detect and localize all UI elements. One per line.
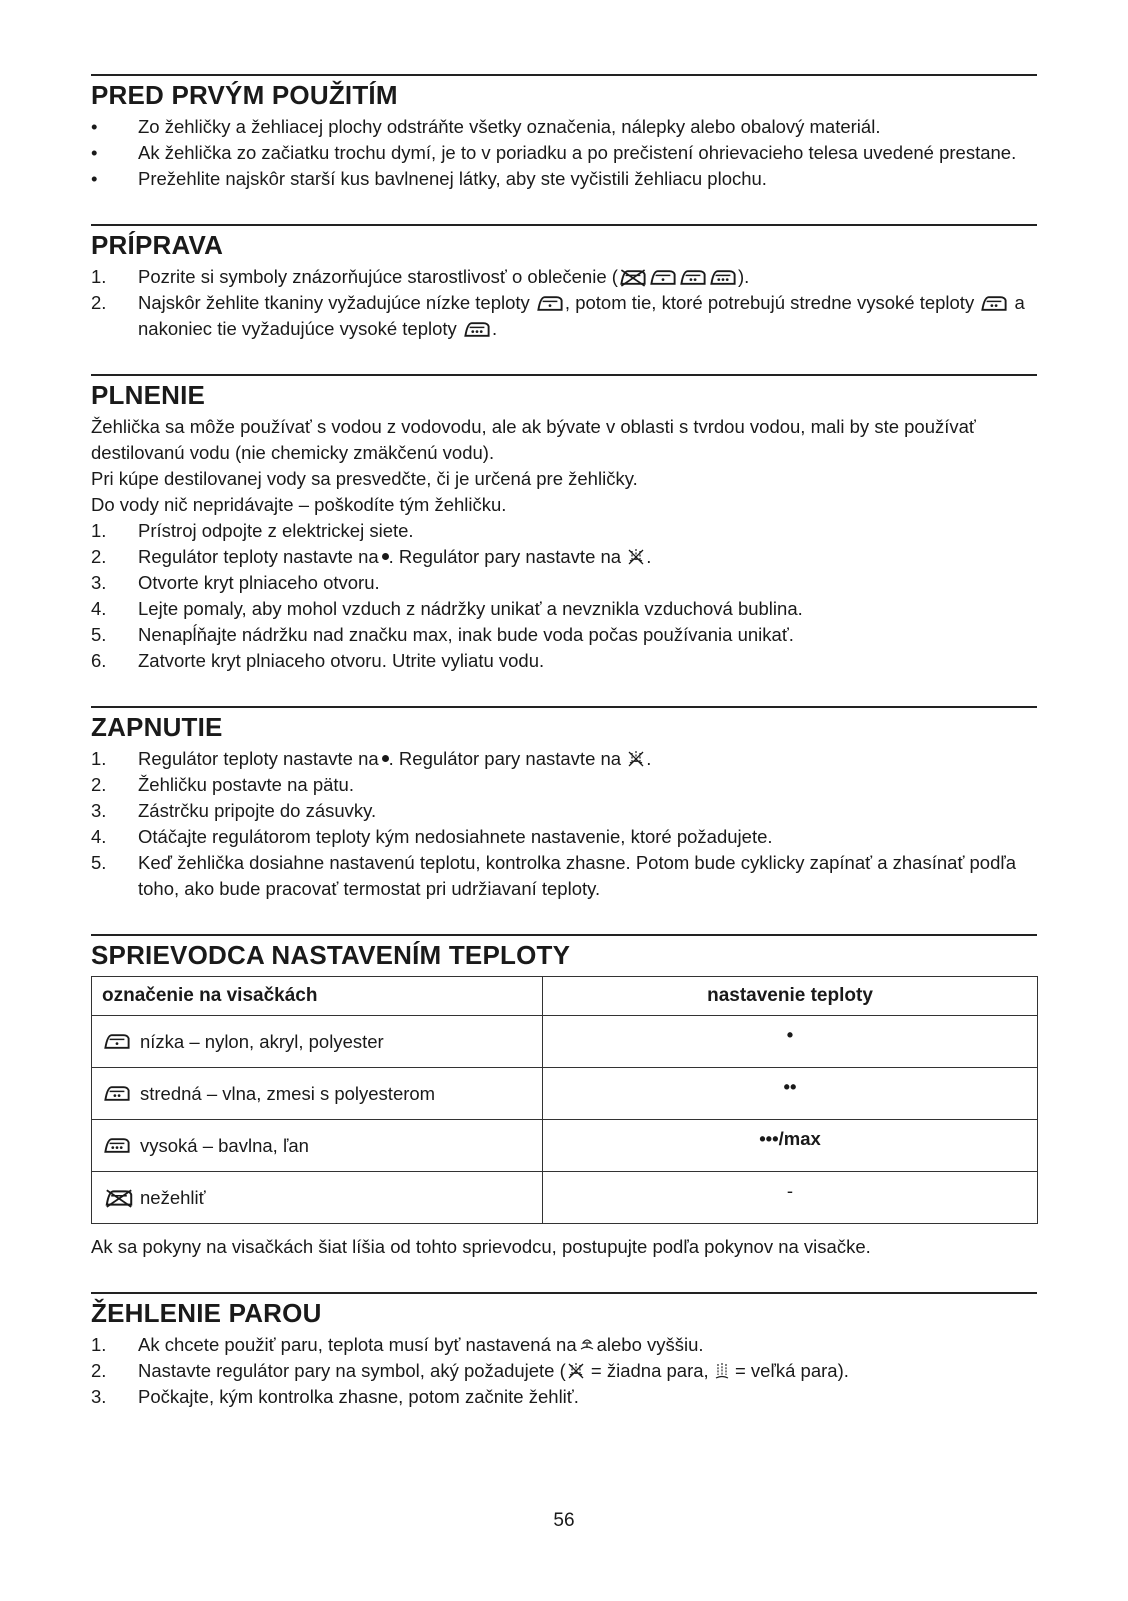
list-item xyxy=(91,1384,1037,1410)
list-item xyxy=(91,264,1037,290)
list-item-text: Zatvorte kryt plniaceho otvoru. Utrite vyliatu vodu. xyxy=(138,650,545,671)
section-title: SPRIEVODCA NASTAVENÍM TEPLOTY xyxy=(91,940,571,970)
max-steam-icon xyxy=(714,1361,730,1381)
item-number: 5. xyxy=(91,852,107,873)
item-number: 4. xyxy=(91,598,107,619)
item-number: 2. xyxy=(91,292,107,313)
list-item-text: = veľká para). xyxy=(734,1360,849,1381)
list-item-text: Regulátor teploty nastavte na xyxy=(138,748,379,769)
iron-2-dot-icon xyxy=(979,294,1009,313)
list-item xyxy=(91,114,1037,140)
temperature-dot-icon xyxy=(382,755,389,762)
list-item-text: . Regulátor pary nastavte na xyxy=(388,748,622,769)
list-item xyxy=(91,290,1037,342)
item-number: 4. xyxy=(91,826,107,847)
list-item-text: Otáčajte regulátorom teploty kým nedosiahnete nastavenie, ktoré požadujete. xyxy=(138,826,773,847)
section-temperature-guide xyxy=(91,934,1037,1260)
section-title: PRED PRVÝM POUŽITÍM xyxy=(91,80,398,110)
list-item-text: , potom tie, ktoré potrebujú stredne vysoké teploty xyxy=(564,292,975,313)
list-item-text: . xyxy=(491,318,498,339)
column-header: označenie na visačkách xyxy=(92,977,543,1016)
iron-3-dot-icon xyxy=(708,268,738,287)
list-item xyxy=(91,1358,1037,1384)
list-item-text: . xyxy=(646,748,652,769)
no-iron-icon xyxy=(102,1188,136,1208)
list-item-text: Nenapĺňajte nádržku nad značku max, inak bude voda počas používania unikať. xyxy=(138,624,794,645)
list-item-text: Lejte pomaly, aby mohol vzduch z nádržky unikať a nevznikla vzduchová bublina. xyxy=(138,598,803,619)
list-item xyxy=(91,518,1037,544)
section-title: ŽEHLENIE PAROU xyxy=(91,1298,322,1328)
item-number: 1. xyxy=(91,520,107,541)
list-item-text: Zástrčku pripojte do zásuvky. xyxy=(138,800,377,821)
list-item xyxy=(91,850,1037,902)
no-iron-icon xyxy=(618,268,648,287)
list-item-text: ). xyxy=(737,266,750,287)
list-item-text: Ak chcete použiť paru, teplota musí byť nastavená na xyxy=(138,1334,577,1355)
list-item xyxy=(91,648,1037,674)
table-cell xyxy=(92,1016,543,1068)
list-item-text: Nastavte regulátor pary na symbol, aký požadujete ( xyxy=(138,1360,566,1381)
section-preparation xyxy=(91,224,1037,342)
temperature-dot-icon xyxy=(382,553,389,560)
manual-page xyxy=(91,74,1037,1442)
list-item xyxy=(91,544,1037,570)
iron-1-dot-icon xyxy=(102,1032,132,1051)
paragraph: Pri kúpe destilovanej vody sa presvedčte, či je určená pre žehličky. xyxy=(91,468,638,489)
item-number: 2. xyxy=(91,546,107,567)
section-first-use xyxy=(91,74,1037,192)
row-label: nežehliť xyxy=(140,1186,206,1208)
list-item-text: Prežehlite najskôr starší kus bavlnenej látky, aby ste vyčistili žehliacu plochu. xyxy=(138,168,767,189)
table-cell: •••/max xyxy=(543,1120,1038,1172)
item-number: 3. xyxy=(91,1386,107,1407)
list-item-text: Najskôr žehlite tkaniny vyžadujúce nízke teploty xyxy=(138,292,530,313)
iron-1-dot-icon xyxy=(648,268,678,287)
list-item xyxy=(91,596,1037,622)
list-item-text: Žehličku postavte na pätu. xyxy=(138,774,354,795)
iron-2-dot-icon xyxy=(102,1084,132,1103)
list-item xyxy=(91,798,1037,824)
section-switch-on xyxy=(91,706,1037,902)
paragraph: Do vody nič nepridávajte – poškodíte tým žehličku. xyxy=(91,494,507,515)
section-steam-ironing xyxy=(91,1292,1037,1410)
table-row xyxy=(92,1016,1038,1068)
no-steam-icon xyxy=(626,749,646,769)
list-item-text: = žiadna para, xyxy=(590,1360,709,1381)
section-title: PRÍPRAVA xyxy=(91,230,224,260)
row-label: nízka – nylon, akryl, polyester xyxy=(140,1030,384,1052)
row-label: vysoká – bavlna, ľan xyxy=(140,1134,309,1156)
note-text: Ak sa pokyny na visačkách šiat líšia od tohto sprievodcu, postupujte podľa pokynov na visačke. xyxy=(91,1236,871,1257)
list-item-text: Počkajte, kým kontrolka zhasne, potom začnite žehliť. xyxy=(138,1386,579,1407)
iron-3-dot-icon xyxy=(102,1136,132,1155)
column-header: nastavenie teploty xyxy=(543,977,1038,1016)
list-item-text: . Regulátor pary nastavte na xyxy=(388,546,622,567)
list-item-text: Otvorte kryt plniaceho otvoru. xyxy=(138,572,380,593)
section-title: PLNENIE xyxy=(91,380,206,410)
list-item xyxy=(91,1332,1037,1358)
item-number: 1. xyxy=(91,748,107,769)
table-cell xyxy=(92,1120,543,1172)
section-title: ZAPNUTIE xyxy=(91,712,223,742)
list-item xyxy=(91,570,1037,596)
item-number: 2. xyxy=(91,774,107,795)
table-row xyxy=(92,1120,1038,1172)
list-item-text: Zo žehličky a žehliacej plochy odstráňte všetky označenia, nálepky alebo obalový materiál. xyxy=(138,116,881,137)
list-item-text: Pozrite si symboly znázorňujúce starostlivosť o oblečenie ( xyxy=(138,266,618,287)
item-number: 3. xyxy=(91,800,107,821)
no-steam-icon xyxy=(566,1361,586,1381)
list-item-text: . xyxy=(646,546,652,567)
list-item xyxy=(91,622,1037,648)
iron-3-dot-icon xyxy=(462,320,492,339)
item-number: 3. xyxy=(91,572,107,593)
list-item-text: Ak žehlička zo začiatku trochu dymí, je to v poriadku a po prečistení ohrievacieho telesa uvedené prestane. xyxy=(138,142,1017,163)
item-number: 1. xyxy=(91,266,107,287)
list-item xyxy=(91,166,1037,192)
iron-1-dot-icon xyxy=(535,294,565,313)
temperature-table xyxy=(91,976,1038,1224)
list-item-text: a nakoniec tie vyžadujúce vysoké teploty xyxy=(138,292,1025,339)
list-item xyxy=(91,140,1037,166)
section-filling xyxy=(91,374,1037,674)
list-item xyxy=(91,746,1037,772)
table-cell xyxy=(92,1172,543,1224)
list-item-text: alebo vyššiu. xyxy=(596,1334,704,1355)
page-number: 56 xyxy=(553,1510,575,1531)
item-number: 6. xyxy=(91,650,107,671)
item-number: 5. xyxy=(91,624,107,645)
iron-2-dot-icon xyxy=(678,268,708,287)
table-cell xyxy=(92,1068,543,1120)
row-label: stredná – vlna, zmesi s polyesterom xyxy=(140,1082,436,1104)
list-item-text: Prístroj odpojte z elektrickej siete. xyxy=(138,520,414,541)
list-item xyxy=(91,772,1037,798)
item-number: 2. xyxy=(91,1360,107,1381)
no-steam-icon xyxy=(626,547,646,567)
table-row xyxy=(92,1068,1038,1120)
item-number: 1. xyxy=(91,1334,107,1355)
table-cell: - xyxy=(543,1172,1038,1224)
bullet: • xyxy=(91,142,98,163)
list-item-text: Keď žehlička dosiahne nastavenú teplotu, kontrolka zhasne. Potom bude cyklicky zapínať a zhasínať podľa toho, ako bude pracovať termostat pri udržiavaní teploty. xyxy=(138,852,1017,899)
paragraph: Žehlička sa môže používať s vodou z vodovodu, ale ak bývate v oblasti s tvrdou vodou, mali by ste používať destilovanú vodu (nie chemicky zmäkčenú vodu). xyxy=(91,416,976,463)
min-steam-icon xyxy=(577,1335,597,1355)
bullet: • xyxy=(91,116,98,137)
table-header-row xyxy=(92,977,1038,1016)
list-item xyxy=(91,824,1037,850)
table-cell: • xyxy=(543,1016,1038,1068)
list-item-text: Regulátor teploty nastavte na xyxy=(138,546,379,567)
bullet: • xyxy=(91,168,98,189)
table-row xyxy=(92,1172,1038,1224)
table-cell: •• xyxy=(543,1068,1038,1120)
